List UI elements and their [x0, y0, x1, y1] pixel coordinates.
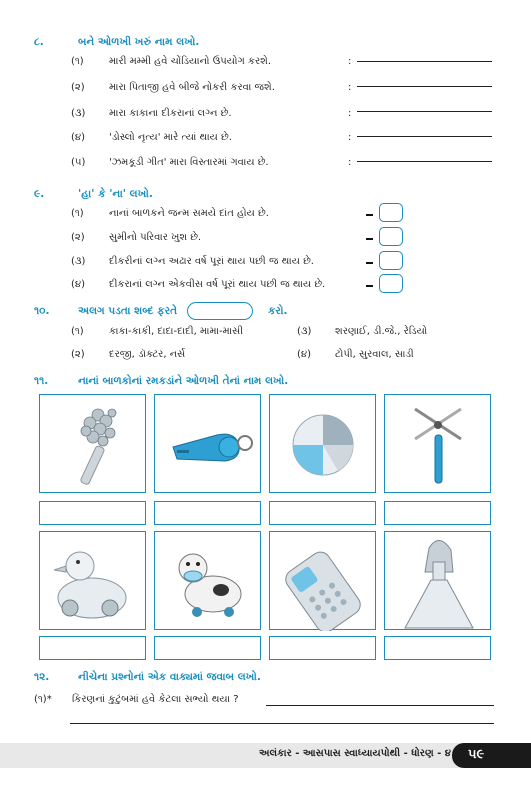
q12-answer-line-1[interactable] — [266, 705, 494, 706]
q11-number: ૧૧. — [34, 375, 49, 387]
q8-colon-2: : — [348, 82, 352, 93]
page-number-badge — [452, 743, 531, 768]
q12-answer-line-2[interactable] — [70, 723, 494, 724]
q11-title-text: નાનાં બાળકોનાં રમકડાંને ઓળખી તેનાં નામ લખો. — [78, 375, 289, 387]
q8-answer-line-2[interactable] — [357, 86, 492, 87]
q8-title — [34, 36, 199, 49]
q9-answer-box-4[interactable] — [379, 274, 403, 293]
q8-title-text: બને ઓળખી ખરું નામ લખો. — [78, 36, 200, 48]
q8-answer-line-3[interactable] — [357, 111, 492, 112]
q8-item-2: (૨) મારા પિતાજી હવે બીજે નોકરી કરવા જશે. — [71, 82, 275, 93]
whistle-icon — [155, 395, 262, 494]
q10-title-post: કરો. — [268, 305, 288, 317]
toy-label-box-7[interactable] — [269, 636, 376, 660]
q9-dash-4 — [366, 285, 373, 287]
q9-answer-box-2[interactable] — [379, 227, 403, 246]
toy-label-box-3[interactable] — [269, 501, 376, 525]
q10-item-3: (૩) શરણાઈ, ડી.જે., રેડિયો — [297, 326, 428, 337]
rattle-icon — [40, 395, 147, 494]
q10-item-1: (૧) કાકા-કાકી, દાદા-દાદી, મામા-માસી — [71, 326, 244, 337]
q9-item-4: (૪) દીકરાનાં લગ્ન એકવીસ વર્ષ પૂરાં થાય પછી જ થાય છે. — [71, 279, 326, 290]
q10-number: ૧૦. — [34, 305, 50, 317]
toy-image-duck — [39, 531, 146, 630]
toy-image-rattle — [39, 394, 146, 493]
q10-title-pre: અલગ પડતા શબ્દ ફરતે — [78, 305, 178, 317]
q9-item-2: (૨) સુમીનો પરિવાર ખુશ છે. — [71, 232, 202, 243]
q10-circle-oval — [187, 302, 253, 320]
q8-item-3: (૩) મારા કાકાના દીકરાનાં લગ્ન છે. — [71, 108, 232, 119]
q9-answer-box-3[interactable] — [379, 251, 403, 270]
footer-book-title: અલંકાર - આસપાસ સ્વાધ્યાયપોથી - ધોરણ - ૪ — [258, 748, 451, 759]
q8-item-1: (૧) મારી મમ્મી હવે ચોંડિયાનો ઉપયોગ કરશે. — [71, 56, 272, 67]
q10-item-2: (૨) દરજી, ડૉક્ટર, નર્સ — [71, 349, 186, 360]
duck-icon — [40, 532, 147, 631]
toy-label-box-4[interactable] — [384, 501, 491, 525]
q9-title — [34, 188, 153, 201]
q9-answer-box-1[interactable] — [379, 203, 403, 222]
q9-dash-3 — [366, 262, 373, 264]
toy-image-ball — [269, 394, 376, 493]
spinner-icon — [385, 395, 492, 494]
toy-image-doll — [384, 531, 491, 630]
q8-number: ૮. — [34, 36, 44, 48]
q9-dash-2 — [366, 238, 373, 240]
q8-colon-3: : — [348, 108, 352, 119]
q10-title — [34, 305, 177, 318]
toy-image-whistle — [154, 394, 261, 493]
q8-colon-5: : — [348, 157, 352, 168]
q9-number: ૯. — [34, 188, 45, 200]
cow-icon — [155, 532, 262, 631]
toy-label-box-1[interactable] — [39, 501, 146, 525]
page-number: ૫૯ — [468, 747, 485, 762]
doll-icon — [385, 532, 492, 631]
q9-item-1: (૧) નાનાં બાળકને જન્મ સમયે દાંત હોય છે. — [71, 208, 269, 219]
q9-title-text: 'હા' કે 'ના' લખો. — [78, 188, 153, 200]
toy-image-phone — [269, 531, 376, 630]
q10-item-4: (૪) ટોપી, સુરવાલ, સાડી — [297, 349, 414, 360]
toy-label-box-2[interactable] — [154, 501, 261, 525]
toy-image-cow — [154, 531, 261, 630]
q12-title-text: નીચેના પ્રશ્નોનાં એક વાક્યમાં જવાબ લખો. — [78, 671, 261, 683]
toy-label-box-5[interactable] — [39, 636, 146, 660]
q11-title — [34, 375, 288, 388]
q8-answer-line-4[interactable] — [357, 136, 492, 137]
q12-number: ૧૨. — [34, 671, 50, 683]
q8-answer-line-5[interactable] — [357, 161, 492, 162]
q12-title — [34, 671, 261, 684]
phone-icon — [270, 532, 377, 631]
q12-item-1: (૧)* કિરણનાં કુટુંબમાં હવે કેટલા સભ્યો થયા ? — [34, 694, 239, 705]
toy-label-box-6[interactable] — [154, 636, 261, 660]
q8-item-4: (૪) 'ડોસ્લો નૃત્ય' મારે ત્યાં થાય છે. — [71, 132, 232, 143]
q8-colon-1: : — [348, 56, 352, 67]
q8-item-5: (૫) 'ઝમકૂડી ગીત' મારા વિસ્તારમાં ગવાય છે. — [71, 157, 269, 168]
toy-image-spinner — [384, 394, 491, 493]
q8-colon-4: : — [348, 132, 352, 143]
ball-icon — [270, 395, 377, 494]
q9-dash-1 — [366, 214, 373, 216]
q8-answer-line-1[interactable] — [357, 61, 492, 62]
toy-label-box-8[interactable] — [384, 636, 491, 660]
q9-item-3: (૩) દીકરીનાં લગ્ન અઢાર વર્ષ પૂરાં થાય પછી જ થાય છે. — [71, 256, 314, 267]
